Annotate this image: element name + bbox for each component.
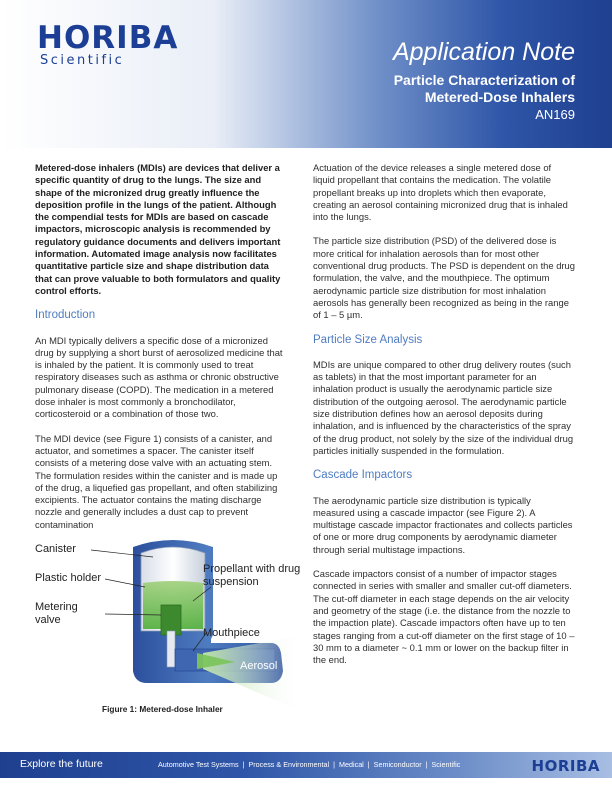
title-line-1: Particle Characterization of <box>393 72 575 88</box>
footer-tagline: Explore the future <box>20 758 103 770</box>
valve-stem-shape <box>167 631 175 667</box>
document-code: AN169 <box>535 107 575 122</box>
label-aerosol: Aerosol <box>240 660 278 672</box>
right-paragraph-4: The aerodynamic particle size distribution is typically measured using a cascade impactor (see Figure 2). A multistage cascade impactor fractionates and collects particles of one or more drug components by aerodynamic diameter through serial multistage impactions. <box>313 494 573 555</box>
document-title <box>315 72 575 106</box>
document-type: Application Note <box>392 38 575 66</box>
introduction-paragraph-2: The MDI device (see Figure 1) consists of a canister, and actuator, and sometimes a spacer. The canister itself consists of a metering dose valve with an actuating stem. The formulation resides within the canister and is made up of the drug, a liquefied gas propellant, and often stabilizing excipients. The actuator contains the mating discharge nozzle and generally includes a dust cap to prevent contamination <box>35 432 278 530</box>
lead-paragraph: Metered-dose inhalers (MDIs) are devices that deliver a specific quantity of drug to the lungs. The size and shape of the micronized drug greatly influence the deposition profile in the lungs of the patient. Although the compendial tests for MDIs are based on cascade impactors, microscopic analysis is recommended by regulatory guidance documents and delivers important information. Automated image analysis now facilitates quantitative particle size and shape distribution data that can prove valuable to both formulators and quality control efforts. <box>35 162 281 296</box>
cascade-impactors-heading: Cascade Impactors <box>313 469 413 482</box>
logo-sub-text: Scientific <box>40 53 125 68</box>
footer-link-medical[interactable]: Medical <box>339 760 364 769</box>
label-mouthpiece: Mouthpiece <box>203 627 260 639</box>
footer-link-automotive[interactable]: Automotive Test Systems <box>158 760 239 769</box>
right-paragraph-3: MDIs are unique compared to other drug delivery routes (such as tablets) in that the most important parameter for an inhalation product is usually the aerodynamic particle size distribution of the outgoing aerosol. The aerodynamic particle size distribution defines how an aerosol deposits during inhalation, and is influenced by the characteristics of the spray of the drug product, not solely by the size of the individual drug particles initially suspended in the formulation. <box>313 358 574 456</box>
introduction-paragraph-1: An MDI typically delivers a specific dose of a micronized drug by supplying a short burst of aerosolized medicine that is inhaled by the patient. It is commonly used to treat respiratory diseases such as asthma or chronic obstructive pulmonary disease (COPD). The medication in a metered dose inhaler is most commonly a bronchodilator, corticosteroid or a combination of those two. <box>35 334 283 420</box>
introduction-heading: Introduction <box>35 309 96 322</box>
footer-nav <box>158 760 460 769</box>
figure-1-inhaler <box>35 535 305 717</box>
label-propellant: Propellant with drug suspension <box>203 563 301 588</box>
particle-size-analysis-heading: Particle Size Analysis <box>313 333 423 346</box>
right-paragraph-5: Cascade impactors consist of a number of impactor stages connected in series with smaller and smaller cut-off diameters. The cut-off diameter in each stage depends on the air velocity and geometry of the stage (i.e. the distance from the nozzle to the impaction plate). Cascade impactors often have up to ten stages ranging from a cut-off diameter on the first stage of 10 – 30 mm to a diameter ~ 0.1 mm or lower on the backup filter in the end. <box>313 568 575 666</box>
metering-valve-shape <box>161 605 181 635</box>
footer-separator: | <box>425 760 428 769</box>
label-canister: Canister <box>35 543 76 555</box>
right-paragraph-2: The particle size distribution (PSD) of the delivered dose is more critical for inhalation aerosols than for most other conventional drug products. The PSD is dependent on the drug formulation, the valve, and the mouthpiece. The optimum aerodynamic particle size distribution for most inhalation aerosols has generally been recognized as being in the range of 1 – 5 µm. <box>313 235 575 321</box>
title-line-2: Metered-Dose Inhalers <box>424 89 575 105</box>
logo-main-text: HORIBA <box>37 20 179 56</box>
footer-separator: | <box>242 760 245 769</box>
footer-separator: | <box>367 760 370 769</box>
footer-link-scientific[interactable]: Scientific <box>431 760 461 769</box>
footer-bar <box>0 752 612 778</box>
horiba-scientific-logo <box>37 22 178 68</box>
left-column <box>35 162 285 543</box>
label-metering-valve: Metering valve <box>35 601 78 626</box>
header-banner <box>0 0 612 148</box>
footer-link-process[interactable]: Process & Environmental <box>248 760 330 769</box>
footer-horiba-logo: HORIBA <box>531 757 600 775</box>
label-plastic-holder: Plastic holder <box>35 572 102 584</box>
right-paragraph-1: Actuation of the device releases a single metered dose of liquid propellant that contains the medication. The volatile propellant breaks up into droplets which then evaporate, creating an aerosol containing micronized drug that is inhaled into the lungs. <box>313 162 568 223</box>
figure-1-caption: Figure 1: Metered-dose Inhaler <box>102 704 223 714</box>
footer-separator: | <box>333 760 336 769</box>
right-column <box>313 162 575 678</box>
footer-link-semiconductor[interactable]: Semiconductor <box>373 760 422 769</box>
